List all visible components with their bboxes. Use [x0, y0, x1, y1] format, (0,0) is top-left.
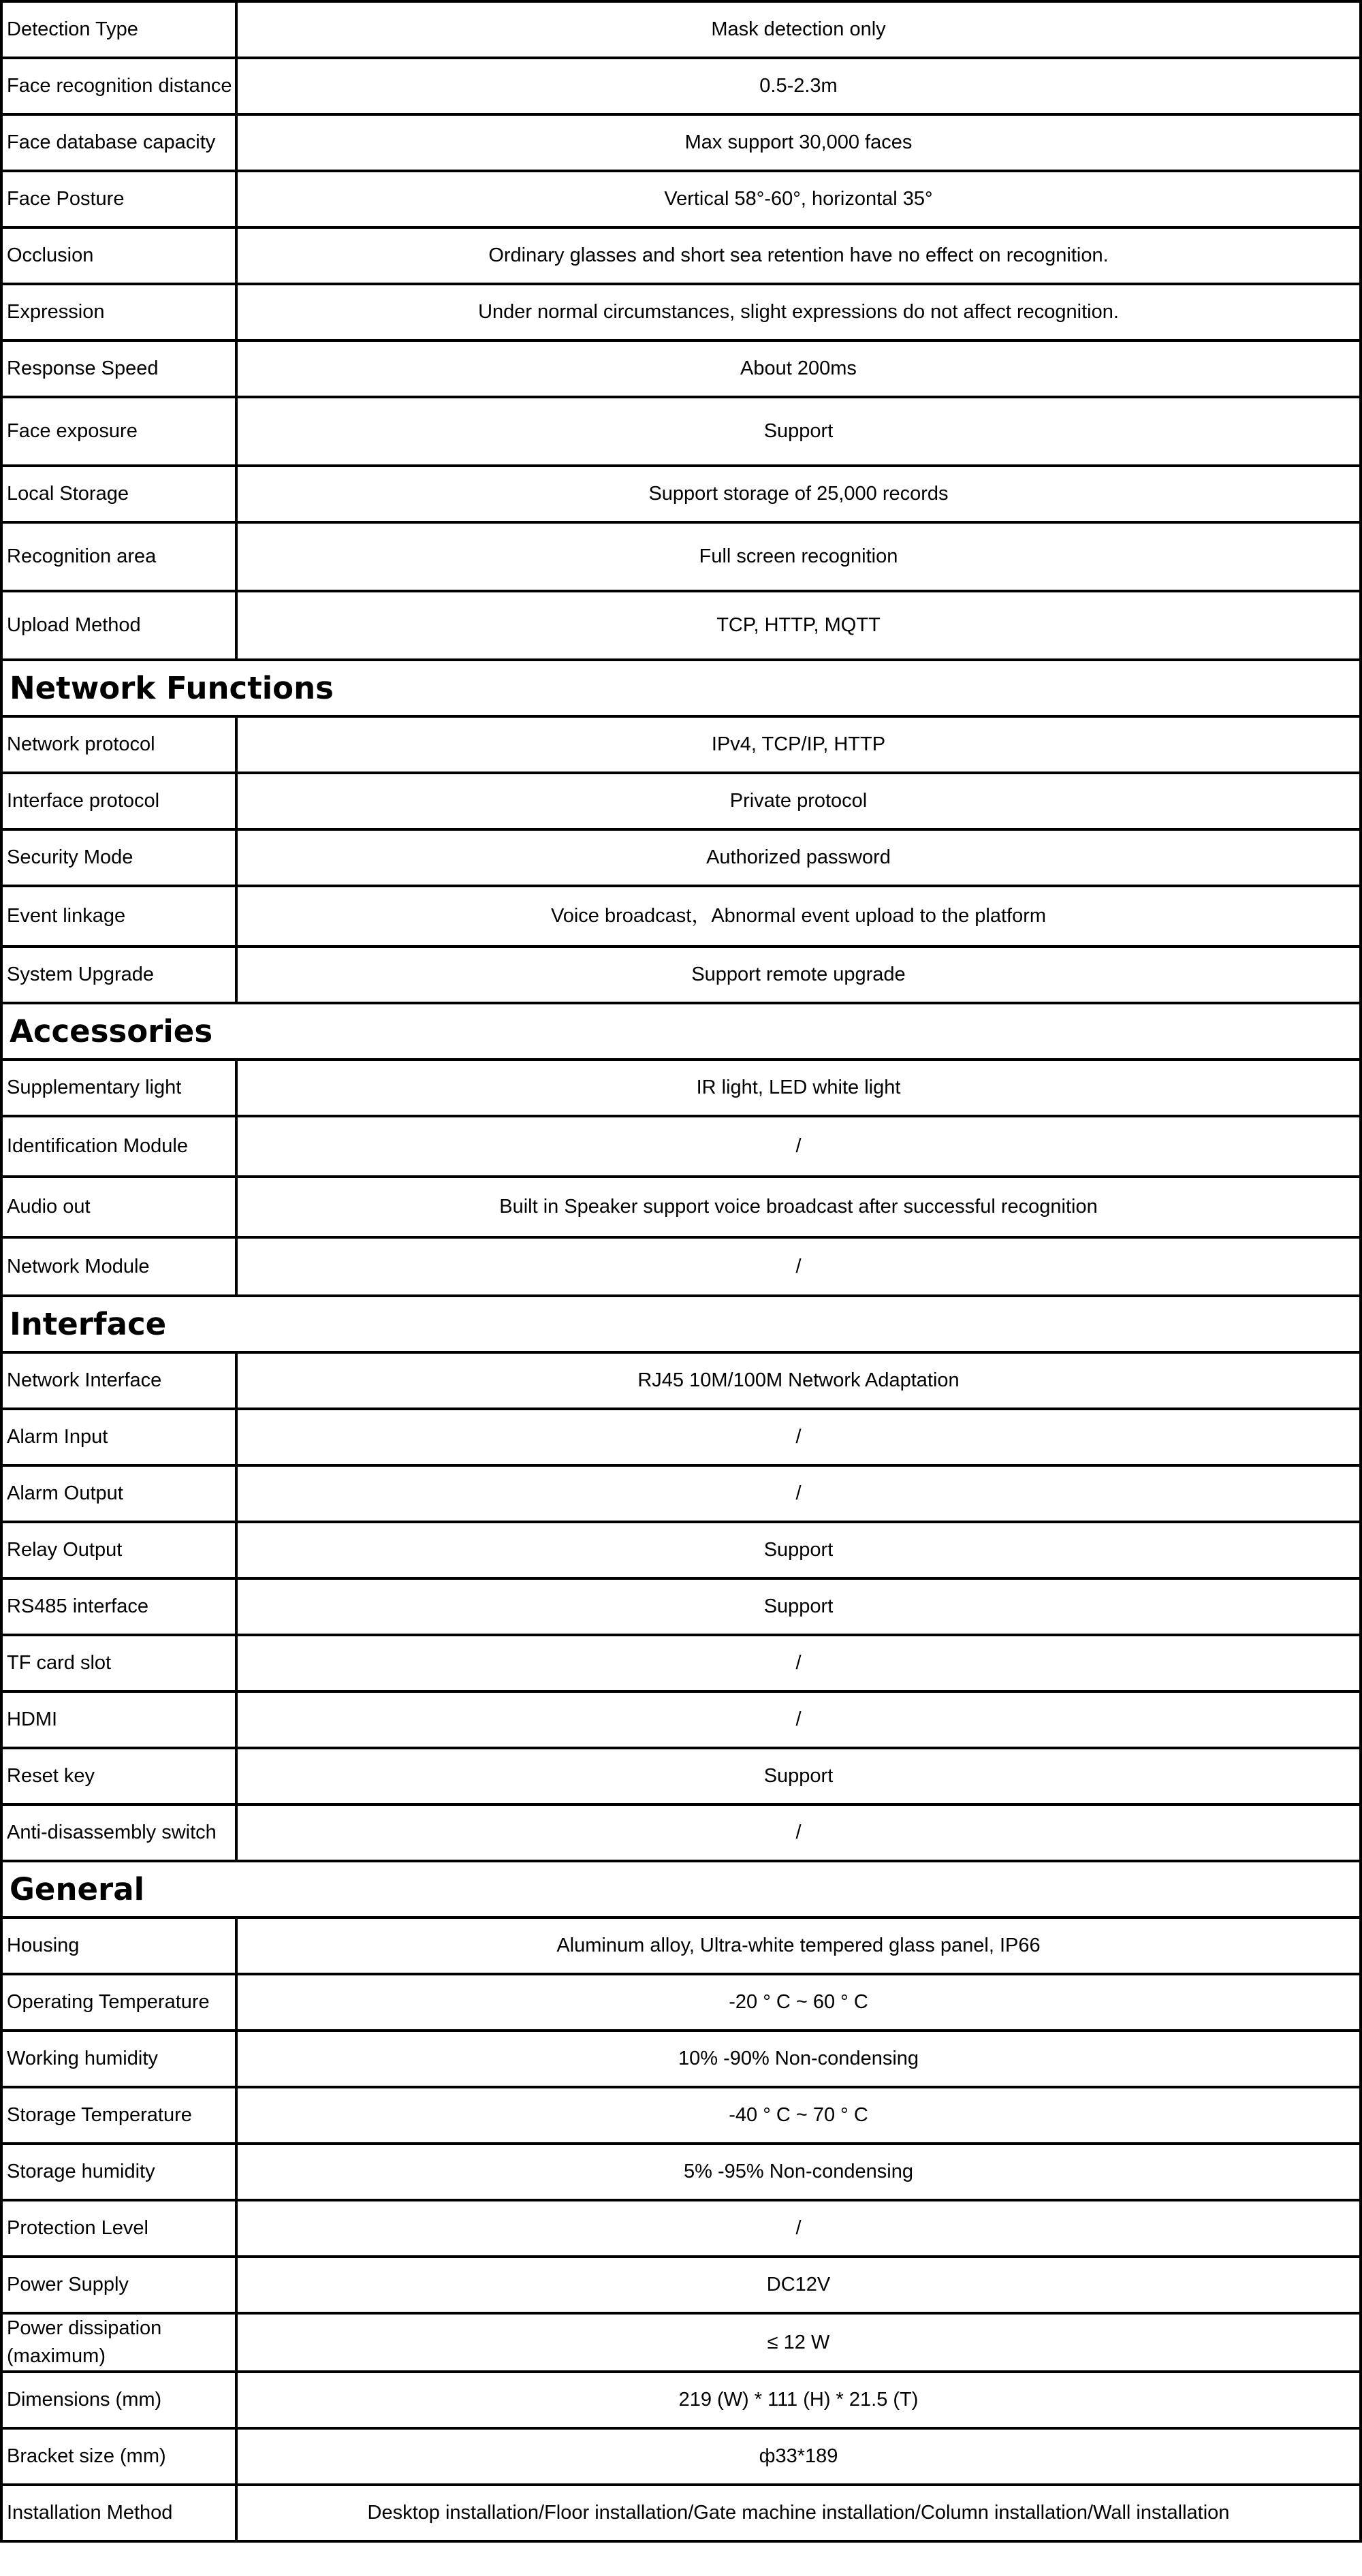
spec-row: [1, 2313, 1361, 2372]
spec-row: [1, 716, 1361, 773]
spec-label: Event linkage: [1, 886, 236, 947]
spec-value: IR light, LED white light: [236, 1060, 1361, 1116]
spec-value: -40 ° C ~ 70 ° C: [236, 2087, 1361, 2144]
spec-value: Under normal circumstances, slight expressions do not affect recognition.: [236, 284, 1361, 340]
spec-value: Support: [236, 1578, 1361, 1635]
spec-row: [1, 2087, 1361, 2144]
spec-value: 219 (W) * 111 (H) * 21.5 (T): [236, 2372, 1361, 2428]
spec-value: /: [236, 1116, 1361, 1177]
spec-row: [1, 397, 1361, 466]
spec-value: ≤ 12 W: [236, 2313, 1361, 2372]
spec-row: [1, 1578, 1361, 1635]
spec-value: /: [236, 2200, 1361, 2257]
spec-value: Support remote upgrade: [236, 947, 1361, 1003]
spec-label: Security Mode: [1, 829, 236, 886]
spec-row: [1, 1409, 1361, 1465]
spec-label: Storage humidity: [1, 2144, 236, 2200]
spec-label: Operating Temperature: [1, 1974, 236, 2031]
section-heading: Network Functions: [1, 660, 1361, 716]
spec-label: Working humidity: [1, 2031, 236, 2087]
spec-label: Face Posture: [1, 171, 236, 227]
section-heading: Accessories: [1, 1003, 1361, 1060]
spec-label: Bracket size (mm): [1, 2428, 236, 2485]
spec-row: [1, 1060, 1361, 1116]
spec-row: [1, 1522, 1361, 1578]
spec-value: Desktop installation/Floor installation/Gate machine installation/Column installation/Wall installation: [236, 2485, 1361, 2541]
spec-value: ф33*189: [236, 2428, 1361, 2485]
spec-row: [1, 2485, 1361, 2541]
spec-row: [1, 340, 1361, 397]
spec-value: RJ45 10M/100M Network Adaptation: [236, 1352, 1361, 1409]
spec-row: [1, 773, 1361, 829]
spec-value: /: [236, 1635, 1361, 1691]
spec-value: Mask detection only: [236, 1, 1361, 58]
spec-label: Power Supply: [1, 2257, 236, 2313]
spec-label: Alarm Input: [1, 1409, 236, 1465]
spec-value: IPv4, TCP/IP, HTTP: [236, 716, 1361, 773]
spec-label: Protection Level: [1, 2200, 236, 2257]
spec-label: Storage Temperature: [1, 2087, 236, 2144]
spec-value: /: [236, 1237, 1361, 1296]
spec-row: [1, 1177, 1361, 1237]
spec-label: RS485 interface: [1, 1578, 236, 1635]
spec-label: Network Interface: [1, 1352, 236, 1409]
spec-label: Expression: [1, 284, 236, 340]
spec-value: TCP, HTTP, MQTT: [236, 591, 1361, 660]
spec-value: About 200ms: [236, 340, 1361, 397]
spec-label: Face database capacity: [1, 114, 236, 171]
spec-label: HDMI: [1, 1691, 236, 1748]
spec-row: [1, 1237, 1361, 1296]
spec-label: Local Storage: [1, 466, 236, 522]
spec-row: [1, 947, 1361, 1003]
spec-value: /: [236, 1465, 1361, 1522]
spec-value: 5% -95% Non-condensing: [236, 2144, 1361, 2200]
section-heading: General: [1, 1861, 1361, 1918]
spec-value: Full screen recognition: [236, 522, 1361, 591]
section-heading: Interface: [1, 1296, 1361, 1352]
spec-label: Identification Module: [1, 1116, 236, 1177]
spec-value: Built in Speaker support voice broadcast after successful recognition: [236, 1177, 1361, 1237]
spec-label: Interface protocol: [1, 773, 236, 829]
spec-row: [1, 1, 1361, 58]
spec-row: [1, 1116, 1361, 1177]
spec-label: Alarm Output: [1, 1465, 236, 1522]
spec-label: Audio out: [1, 1177, 236, 1237]
spec-row: [1, 1748, 1361, 1804]
spec-row: [1, 1635, 1361, 1691]
spec-value: Private protocol: [236, 773, 1361, 829]
spec-row: [1, 2031, 1361, 2087]
spec-label: Anti-disassembly switch: [1, 1804, 236, 1861]
spec-row: [1, 2257, 1361, 2313]
spec-label: Face recognition distance: [1, 58, 236, 114]
spec-row: [1, 2428, 1361, 2485]
spec-label: Relay Output: [1, 1522, 236, 1578]
spec-row: [1, 466, 1361, 522]
spec-value: Support: [236, 397, 1361, 466]
spec-row: [1, 886, 1361, 947]
section-heading-row: [1, 1861, 1361, 1918]
spec-value: 0.5-2.3m: [236, 58, 1361, 114]
spec-row: [1, 2200, 1361, 2257]
spec-value: DC12V: [236, 2257, 1361, 2313]
spec-label: Face exposure: [1, 397, 236, 466]
spec-row: [1, 171, 1361, 227]
spec-row: [1, 1352, 1361, 1409]
spec-row: [1, 58, 1361, 114]
spec-value: Voice broadcast，Abnormal event upload to the platform: [236, 886, 1361, 947]
section-heading-row: [1, 1003, 1361, 1060]
spec-label: Detection Type: [1, 1, 236, 58]
spec-row: [1, 2372, 1361, 2428]
spec-value: /: [236, 1691, 1361, 1748]
spec-label: Dimensions (mm): [1, 2372, 236, 2428]
spec-row: [1, 1804, 1361, 1861]
spec-table-body: [1, 1, 1361, 2541]
spec-row: [1, 1974, 1361, 2031]
spec-value: /: [236, 1804, 1361, 1861]
spec-label: Upload Method: [1, 591, 236, 660]
spec-row: [1, 2144, 1361, 2200]
spec-row: [1, 1465, 1361, 1522]
spec-value: Authorized password: [236, 829, 1361, 886]
spec-value: Support: [236, 1522, 1361, 1578]
spec-value: Support: [236, 1748, 1361, 1804]
spec-label: Reset key: [1, 1748, 236, 1804]
spec-row: [1, 591, 1361, 660]
spec-value: Support storage of 25,000 records: [236, 466, 1361, 522]
spec-label: TF card slot: [1, 1635, 236, 1691]
spec-row: [1, 522, 1361, 591]
spec-label: System Upgrade: [1, 947, 236, 1003]
spec-label: Network Module: [1, 1237, 236, 1296]
spec-label: Response Speed: [1, 340, 236, 397]
spec-value: /: [236, 1409, 1361, 1465]
spec-row: [1, 284, 1361, 340]
spec-value: 10% -90% Non-condensing: [236, 2031, 1361, 2087]
spec-value: Max support 30,000 faces: [236, 114, 1361, 171]
spec-row: [1, 227, 1361, 284]
spec-label: Installation Method: [1, 2485, 236, 2541]
spec-value: Ordinary glasses and short sea retention have no effect on recognition.: [236, 227, 1361, 284]
spec-row: [1, 829, 1361, 886]
spec-value: Aluminum alloy, Ultra-white tempered glass panel, IP66: [236, 1918, 1361, 1974]
spec-row: [1, 114, 1361, 171]
spec-value: -20 ° C ~ 60 ° C: [236, 1974, 1361, 2031]
spec-row: [1, 1691, 1361, 1748]
spec-label: Supplementary light: [1, 1060, 236, 1116]
section-heading-row: [1, 660, 1361, 716]
spec-label: Network protocol: [1, 716, 236, 773]
spec-label: Occlusion: [1, 227, 236, 284]
spec-label: Housing: [1, 1918, 236, 1974]
section-heading-row: [1, 1296, 1361, 1352]
spec-row: [1, 1918, 1361, 1974]
spec-label: Power dissipation (maximum): [1, 2313, 236, 2372]
spec-value: Vertical 58°-60°, horizontal 35°: [236, 171, 1361, 227]
spec-label: Recognition area: [1, 522, 236, 591]
